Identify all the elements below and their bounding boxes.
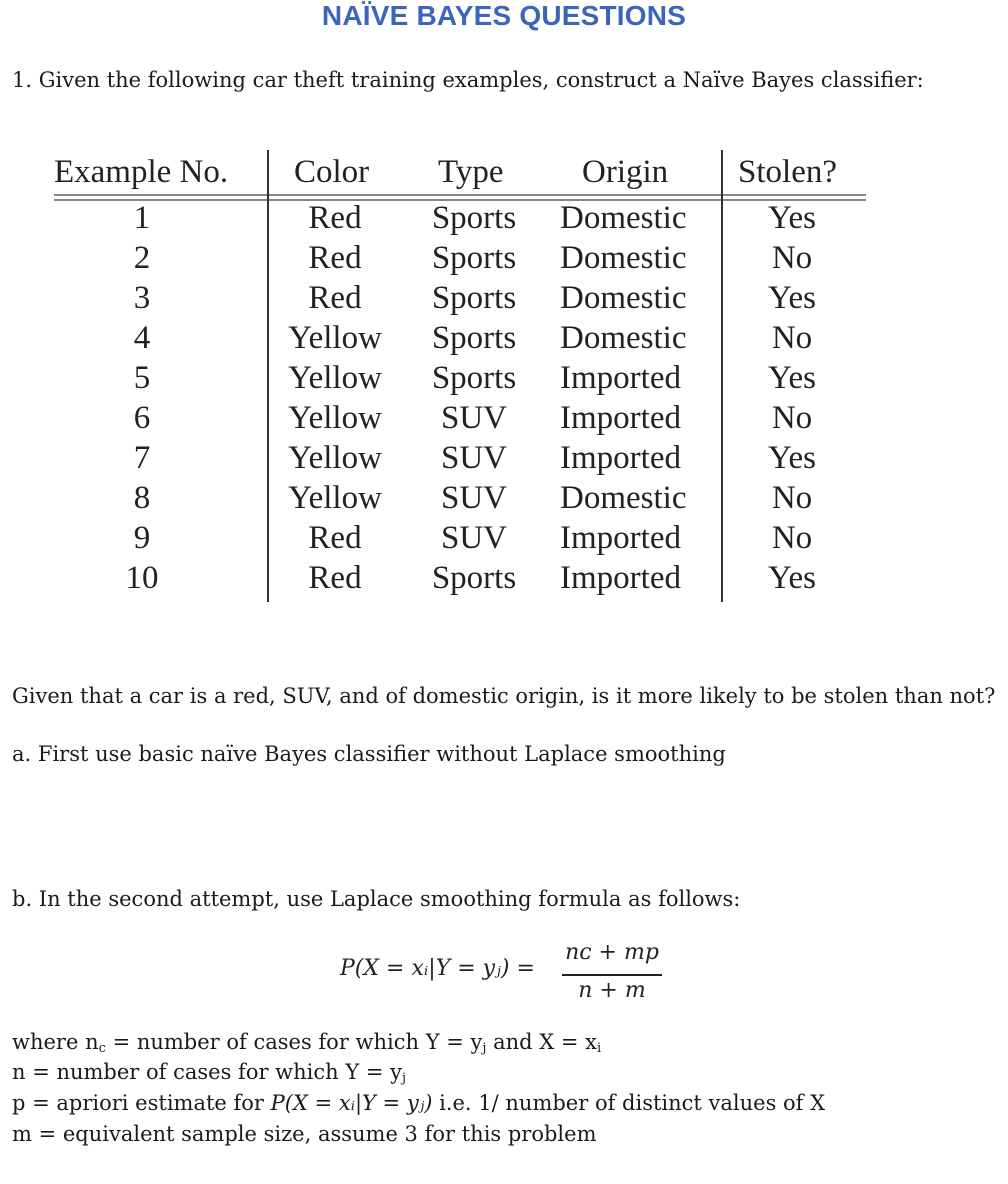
table-cell-example-no: 4 xyxy=(133,320,151,356)
table-cell-example-no: 9 xyxy=(133,520,151,556)
table-cell-stolen: Yes xyxy=(767,360,817,396)
definition-m: m = equivalent sample size, assume 3 for this problem xyxy=(12,1122,597,1146)
table-cell-color: Yellow xyxy=(288,400,382,436)
header-type: Type xyxy=(438,154,504,190)
p-expression: P(X = xᵢ|Y = yⱼ) xyxy=(270,1091,433,1115)
table-cell-example-no: 3 xyxy=(133,280,151,316)
table-cell-example-no: 8 xyxy=(133,480,151,516)
header-origin: Origin xyxy=(582,154,669,190)
formula-denominator: n + m xyxy=(578,978,646,1003)
table-cell-origin: Imported xyxy=(560,400,681,436)
table-cell-origin: Domestic xyxy=(560,320,687,356)
table-cell-example-no: 1 xyxy=(133,200,151,236)
table-cell-type: Sports xyxy=(431,240,517,276)
part-b: b. In the second attempt, use Laplace smoothing formula as follows: xyxy=(12,887,741,911)
table-cell-color: Red xyxy=(308,240,362,276)
header-color: Color xyxy=(294,154,370,190)
table-cell-origin: Domestic xyxy=(560,200,687,236)
table-cell-stolen: No xyxy=(771,320,813,356)
definition-nc: where $n_c$ = number of cases for which $Y = y_j$ and $X = x_i$ xyxy=(12,1030,602,1056)
training-table xyxy=(54,150,866,610)
table-cell-color: Yellow xyxy=(288,360,382,396)
table-cell-origin: Domestic xyxy=(560,480,687,516)
fraction-bar xyxy=(562,974,662,976)
table-cell-type: SUV xyxy=(440,400,508,436)
table-cell-stolen: No xyxy=(771,240,813,276)
question-1: 1. Given the following car theft training examples, construct a Naïve Bayes classifier: xyxy=(12,68,924,92)
definition-p: p = apriori estimate for P(X = xᵢ|Y = yⱼ) i.e. 1/ number of distinct values of X xyxy=(12,1091,826,1115)
table-cell-stolen: Yes xyxy=(767,200,817,236)
table-cell-color: Yellow xyxy=(288,320,382,356)
table-cell-color: Yellow xyxy=(288,480,382,516)
table-cell-color: Red xyxy=(308,560,362,596)
formula-lhs: P(X = xᵢ|Y = yⱼ) = xyxy=(340,956,535,981)
table-cell-type: Sports xyxy=(431,320,517,356)
header-rule-top xyxy=(54,194,866,196)
table-cell-stolen: Yes xyxy=(767,280,817,316)
table-cell-stolen: No xyxy=(771,400,813,436)
table-cell-type: Sports xyxy=(431,560,517,596)
header-example-no: Example No. xyxy=(54,154,229,190)
table-cell-stolen: Yes xyxy=(767,440,817,476)
table-cell-example-no: 6 xyxy=(133,400,151,436)
table-cell-origin: Imported xyxy=(560,520,681,556)
definition-n: n = number of cases for which $Y = y_j$ xyxy=(12,1060,407,1086)
table-cell-stolen: No xyxy=(771,520,813,556)
table-cell-type: Sports xyxy=(431,200,517,236)
table-cell-origin: Domestic xyxy=(560,280,687,316)
laplace-formula xyxy=(340,940,670,1010)
main-question: Given that a car is a red, SUV, and of domestic origin, is it more likely to be stolen than not? xyxy=(12,684,996,708)
part-a: a. First use basic naïve Bayes classifier without Laplace smoothing xyxy=(12,742,726,766)
column-divider-left xyxy=(267,150,269,602)
table-cell-type: Sports xyxy=(431,280,517,316)
formula-numerator: nᴄ + mp xyxy=(565,940,659,965)
table-cell-example-no: 5 xyxy=(133,360,151,396)
table-cell-example-no: 10 xyxy=(125,560,159,596)
table-cell-type: SUV xyxy=(440,440,508,476)
table-cell-stolen: No xyxy=(771,480,813,516)
table-cell-example-no: 2 xyxy=(133,240,151,276)
table-cell-type: SUV xyxy=(440,520,508,556)
table-cell-color: Red xyxy=(308,280,362,316)
table-cell-color: Red xyxy=(308,520,362,556)
table-cell-type: SUV xyxy=(440,480,508,516)
column-divider-right xyxy=(721,150,723,602)
page-title: NAÏVE BAYES QUESTIONS xyxy=(321,0,687,31)
table-cell-color: Red xyxy=(308,200,362,236)
table-cell-type: Sports xyxy=(431,360,517,396)
table-cell-origin: Imported xyxy=(560,440,681,476)
table-cell-origin: Imported xyxy=(560,360,681,396)
header-stolen: Stolen? xyxy=(738,154,837,190)
table-cell-color: Yellow xyxy=(288,440,382,476)
table-cell-stolen: Yes xyxy=(767,560,817,596)
table-cell-origin: Imported xyxy=(560,560,681,596)
table-cell-example-no: 7 xyxy=(133,440,151,476)
table-cell-origin: Domestic xyxy=(560,240,687,276)
